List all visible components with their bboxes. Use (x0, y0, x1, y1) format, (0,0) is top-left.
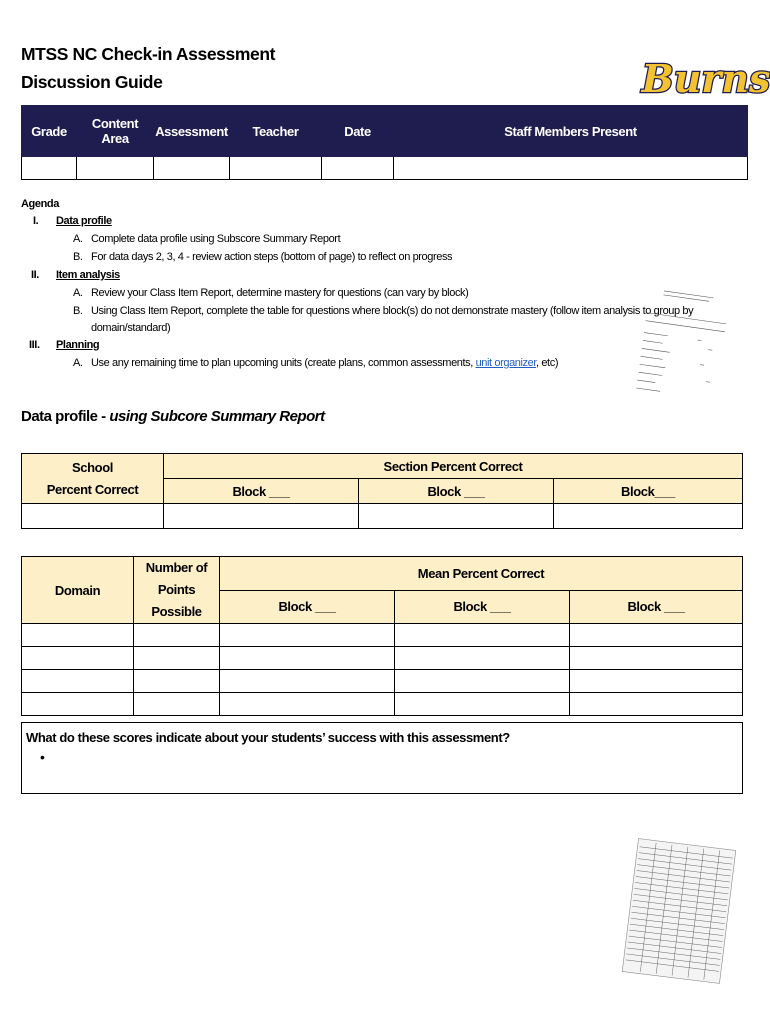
header-table (21, 105, 748, 180)
header-col-grade: Grade (22, 106, 77, 157)
agenda-num-1: I. (33, 215, 39, 227)
mean-cell[interactable] (220, 693, 395, 716)
planning-text-post: , etc) (536, 357, 559, 369)
points-possible-header (134, 557, 220, 624)
planning-text-pre: Use any remaining time to plan upcoming units (create plans, common assessments, (91, 357, 476, 369)
points-cell[interactable] (134, 624, 220, 647)
header-col-content-area: Content Area (77, 106, 154, 157)
mean-cell[interactable] (395, 693, 570, 716)
section-percent-header: Section Percent Correct (164, 454, 743, 479)
agenda-sub-text: For data days 2, 3, 4 - review action steps (bottom of page) to reflect on progress (91, 251, 453, 263)
data-profile-table (21, 453, 743, 529)
staff-cell[interactable] (394, 157, 748, 180)
data-profile-title (21, 408, 325, 425)
block-percent-cell[interactable] (359, 504, 554, 529)
header-col-teacher: Teacher (230, 106, 322, 157)
item-analysis-report-thumbnail (620, 836, 738, 986)
points-cell[interactable] (134, 693, 220, 716)
domain-header: Domain (22, 557, 134, 624)
mean-percent-header: Mean Percent Correct (220, 557, 743, 591)
school-header-line-1: School (72, 459, 113, 475)
agenda-sub-text: Using Class Item Report, complete the table for questions where block(s) do not demonstrate mastery (follow item analysis to group by (91, 305, 694, 317)
mean-cell[interactable] (395, 624, 570, 647)
agenda-item-data-profile: Data profile (56, 215, 112, 227)
agenda-num-2: II. (31, 269, 39, 281)
block-header: Block ___ (395, 590, 570, 624)
points-header-line-2: Points Possible (151, 582, 202, 619)
logo-text: Burns (641, 56, 770, 101)
block-header: Block ___ (164, 479, 359, 504)
points-header-line-1: Number of (145, 560, 208, 575)
data-profile-title-italic: using Subcore Summary Report (109, 408, 325, 425)
domain-cell[interactable] (22, 693, 134, 716)
agenda-item-planning: Planning (56, 339, 100, 351)
agenda-sub-text: Complete data profile using Subscore Summary Report (91, 233, 341, 245)
unit-organizer-link[interactable]: unit organizer (475, 357, 537, 369)
school-percent-header (22, 454, 164, 504)
block-header: Block___ (554, 479, 743, 504)
domain-cell[interactable] (22, 647, 134, 670)
mean-cell[interactable] (570, 647, 743, 670)
bullet-point: • (40, 749, 45, 765)
mean-cell[interactable] (395, 670, 570, 693)
mean-cell[interactable] (570, 693, 743, 716)
mean-cell[interactable] (220, 647, 395, 670)
date-cell[interactable] (322, 157, 394, 180)
block-percent-cell[interactable] (164, 504, 359, 529)
block-header: Block ___ (570, 590, 743, 624)
agenda-sub-letter: A. (73, 287, 83, 299)
block-percent-cell[interactable] (554, 504, 743, 529)
agenda-sub-text-cont: domain/standard) (91, 322, 171, 334)
reflection-question: What do these scores indicate about your students’ success with this assessment? (26, 730, 510, 745)
agenda-sub-letter: A. (73, 357, 83, 369)
agenda-sub-letter: A. (73, 233, 83, 245)
mean-cell[interactable] (570, 624, 743, 647)
points-cell[interactable] (134, 647, 220, 670)
burns-logo (641, 50, 770, 108)
school-percent-cell[interactable] (22, 504, 164, 529)
mean-cell[interactable] (220, 670, 395, 693)
header-col-staff: Staff Members Present (394, 106, 748, 157)
header-col-date: Date (322, 106, 394, 157)
page-title (21, 40, 275, 96)
points-cell[interactable] (134, 670, 220, 693)
table-row (22, 624, 743, 647)
agenda-num-3: III. (29, 339, 40, 351)
block-header: Block ___ (359, 479, 554, 504)
teacher-cell[interactable] (230, 157, 322, 180)
title-line-2: Discussion Guide (21, 72, 163, 92)
mean-cell[interactable] (220, 624, 395, 647)
table-row (22, 647, 743, 670)
domain-cell[interactable] (22, 624, 134, 647)
reflection-box[interactable] (21, 722, 743, 794)
agenda-sub-letter: B. (73, 251, 83, 263)
domain-cell[interactable] (22, 670, 134, 693)
agenda-sub-letter: B. (73, 305, 83, 317)
table-row (22, 670, 743, 693)
mean-cell[interactable] (395, 647, 570, 670)
assessment-cell[interactable] (154, 157, 230, 180)
agenda-sub-text: Review your Class Item Report, determine mastery for questions (can vary by block) (91, 287, 469, 299)
agenda-sub-planning (91, 354, 558, 372)
mean-cell[interactable] (570, 670, 743, 693)
class-item-report-thumbnail (636, 288, 728, 412)
block-header: Block ___ (220, 590, 395, 624)
data-profile-title-bold: Data profile - (21, 408, 110, 425)
title-line-1: MTSS NC Check-in Assessment (21, 44, 276, 64)
domain-table (21, 556, 743, 716)
header-col-assessment: Assessment (154, 106, 230, 157)
agenda-heading: Agenda (21, 198, 59, 210)
agenda-item-item-analysis: Item analysis (56, 269, 120, 281)
school-header-line-2: Percent Correct (46, 481, 139, 497)
content-area-cell[interactable] (77, 157, 154, 180)
table-row (22, 693, 743, 716)
grade-cell[interactable] (22, 157, 77, 180)
